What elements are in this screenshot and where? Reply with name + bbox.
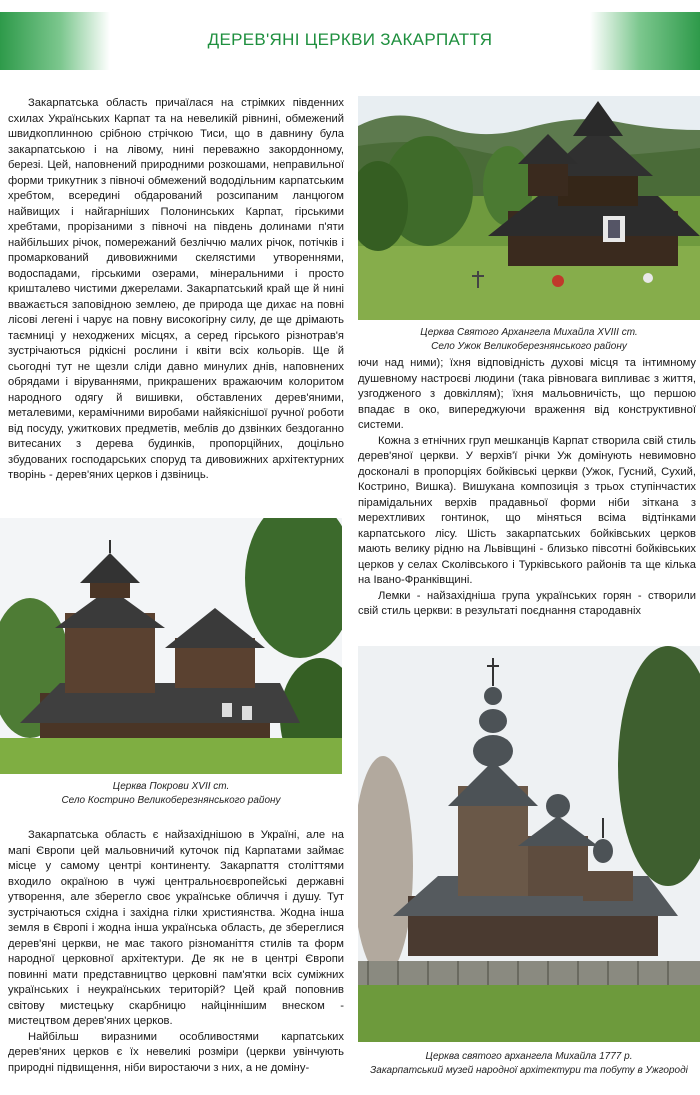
caption-museum [358,1050,700,1078]
right-paragraph-1: ючи над ними); їхня відповідність духові місця та інтимному душевному настроєві людини (така рівновага випливає з життя, узгодженого з довкіллям); їхня мальовничість, що першою впадає в око, випереджуючи враження від конструктивної системи. [358,357,696,431]
caption-museum-line-2: Закарпатський музей народної архітектури та побуту в Ужгороді [370,1065,688,1076]
caption-kostryno-line-1: Церква Покрови XVII ст. [112,781,230,792]
caption-museum-line-1: Церква святого архангела Михайла 1777 р. [425,1051,633,1062]
right-paragraph-2: Кожна з етнічних груп мешканців Карпат створила свій стиль дерев'яної церкви. У верхів'ї річки Уж домінують невимовно досконалі в пропорціях бойківські церкви (Ужок, Гусний, Сухий, Кострино, Вишка). Вишукана композиція з трьох ступінчастих пірамідальних верхів прадавньої форми ніби зіткана з мерехтливих гонтинок, що міняться всіма відтінками карпатського лісу. Шість закарпатських бойківських церков мають велику рідню на Львівщині - близько півсотні бойківських церков у селах Сколівського і Турківського районів та ще кілька на Івано-Франківщині. [358,434,696,586]
right-paragraph-3: Лемки - найзахідніша група українських горян - створили свій стиль церкви: в результаті поєднання стародавніх [358,589,696,617]
church-uzhok-photo [358,96,700,320]
caption-kostryno-line-2: Село Кострино Великоберезнянського району [61,795,281,806]
left-text-bottom [8,828,344,1076]
right-text [358,356,696,620]
left-text-top [8,96,344,484]
page-title: ДЕРЕВ'ЯНІ ЦЕРКВИ ЗАКАРПАТТЯ [207,30,493,49]
left-paragraph-3: Найбільш виразними особливостями карпатських дерев'яних церков є їх невеликі розміри (церкви увінчують природні підвищення, ніби виростаючи з них, а не доміну- [8,1030,344,1074]
left-paragraph-2: Закарпатська область є найзахіднішою в Україні, але на мапі Європи цей мальовничий куточок під Карпатами займає місце у самому центрі континенту. Закарпаття століттями входило окраїною в чужі центральноєвропейські державні утворення, але зберегло своє українське обличчя і душу. Тут зустрічаються східна і західна гілки християнства. Жодна інша земля в Європі і жодна інша українська область, де збереглися дерев'яні церкви, не має такого різноманіття стилів та форм народної церковної архітектури. Де як не в центрі Європи повинні мати представництво церковні пам'ятки всіх суміжних українських і неукраїнських територій? Цей край поповнив світову мистецьку скарбницю найціннішим внеском - мистецтвом дерев'яних церков. [8,829,344,1027]
page-header [0,0,700,78]
church-museum-photo [358,646,700,1042]
caption-uzhok [358,326,700,354]
left-paragraph-1: Закарпатська область причаїлася на стрімких південних схилах Українських Карпат та на невеликій рівнині, обмежений швидкоплинною срібною стрічкою Тиси, що в давнину була закарпатською і на лівому, нині переважно закордонному, березі. Цей, наповнений природними розкошами, неправильної форми трикутник з півночі обмежений вододільним карпатським хребтом, всередині обдарований розсипаним ланцюгом найвищих і найгарніших Полонинських Карпат, гірськими хребтами, прорізаними з півночі на південь долинами п'яти найбільших річок, помережаний безліччю малих річок, потічків і промаркований дивовижними скелястими утвореннями, водоспадами, гірськими озерами, мінеральними і просто кришталево чистими джерелами. Закарпатський край ще й нині вважається заповідною землею, де природа ще дихає на повні лісові легені і чарує на повну високогірну силу, де ще дрімають таємниці у неходжених місцях, а серед гірського різнотрав'я зустрічаються рідкісні рослини і квіти всіх кольорів. Ще й сьогодні тут не щезли сліди давно минулих днів, наповнених обрядами і віруваннями, прикрашених вражаючим колоритом народного одягу й вишивки, обставлених дерев'яними, металевими, керамічними виробами найякіснішої ручної роботи від посуду, ужиткових предметів, меблів до дзвінких бездоганно витесаних з дерева будинків, пропорційних, доцільно збудованих господарських споруд та дивовижних архітектурних творінь - дерев'яних церков і дзвіниць. [8,97,344,481]
caption-uzhok-line-2: Село Ужок Великоберезнянського району [431,341,627,352]
church-kostryno-photo [0,518,342,774]
caption-uzhok-line-1: Церква Святого Архангела Михайла XVIII ст. [420,327,638,338]
caption-kostryno [0,780,342,808]
